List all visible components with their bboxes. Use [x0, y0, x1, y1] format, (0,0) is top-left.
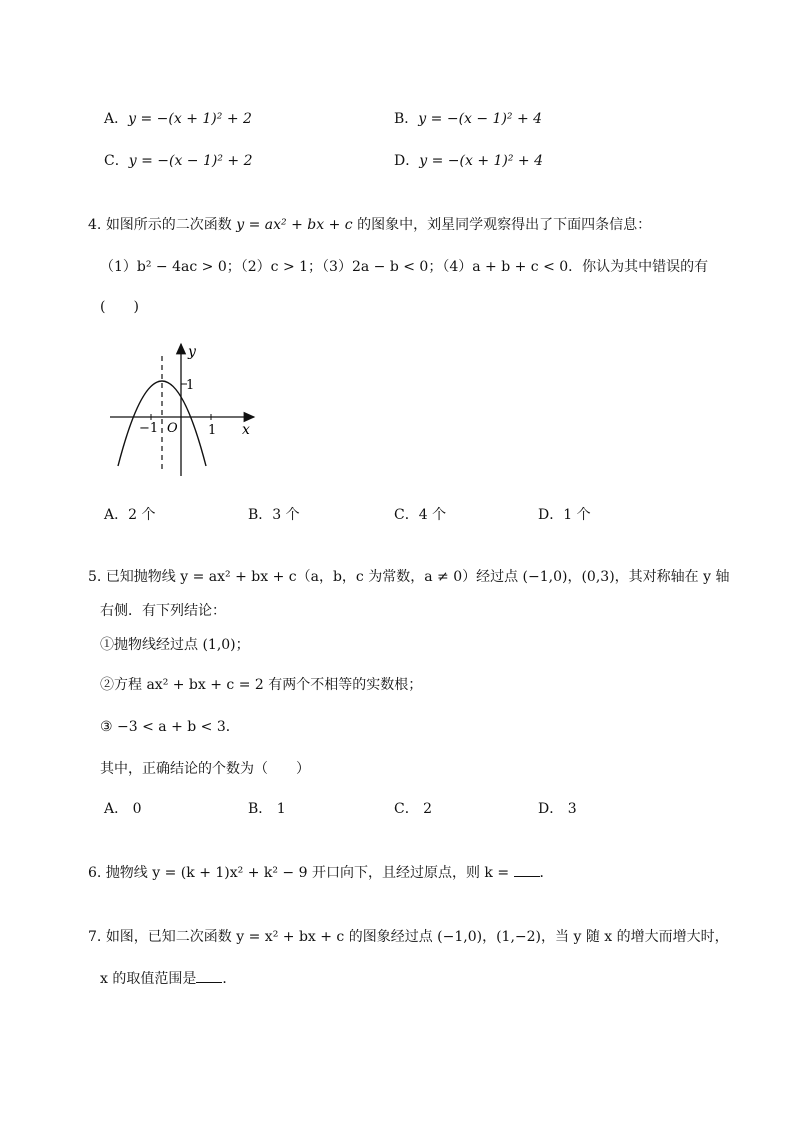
q3-option-d[interactable]: D．y = −(x + 1)² + 4	[394, 153, 544, 169]
q4-option-c[interactable]: C．4 个	[394, 507, 447, 523]
q7-stem-line1: 7. 如图，已知二次函数 y = x² + bx + c 的图象经过点 (−1,0)，(1,−2)，当 y 随 x 的增大而增大时，	[88, 929, 729, 945]
q7-number: 7.	[88, 929, 102, 945]
q5-option-a[interactable]: A． 0	[104, 801, 142, 817]
q4-conditions: （1）b² − 4ac > 0；（2）c > 1；（3）2a − b < 0；（4）a + b + c < 0．你认为其中错误的有	[100, 259, 709, 275]
q5-stem-line1: 5. 已知抛物线 y = ax² + bx + c（a，b，c 为常数，a ≠ 0）经过点 (−1,0)，(0,3)，其对称轴在 y 轴	[88, 569, 730, 585]
q7-stem-line2: x 的取值范围是 ．	[100, 971, 237, 987]
q6-number: 6.	[88, 865, 102, 881]
q4-parabola-graph	[104, 336, 264, 484]
q5-option-d[interactable]: D． 3	[538, 801, 577, 817]
q4-option-b[interactable]: B．3 个	[248, 507, 300, 523]
x-axis-label: x	[242, 422, 250, 438]
origin-label: O	[167, 421, 178, 436]
q5-conclusion-3: ③ −3 < a + b < 3．	[100, 719, 240, 735]
q3-option-b[interactable]: B．y = −(x − 1)² + 4	[394, 111, 543, 127]
q5-conclusion-2: ②方程 ax² + bx + c = 2 有两个不相等的实数根；	[100, 677, 423, 693]
q5-number: 5.	[88, 569, 102, 585]
q3-option-a[interactable]: A．y = −(x + 1)² + 2	[104, 111, 252, 127]
tick-1y-label: 1	[186, 378, 195, 393]
q4-answer-parens: ( )	[100, 299, 139, 315]
q4-option-d[interactable]: D．1 个	[538, 507, 591, 523]
q7-answer-blank[interactable]	[196, 970, 222, 983]
q6-stem: 6. 抛物线 y = (k + 1)x² + k² − 9 开口向下，且经过原点，则 k = ．	[88, 865, 554, 881]
q5-conclusion-1: ①抛物线经过点 (1,0)；	[100, 637, 250, 653]
q5-option-c[interactable]: C． 2	[394, 801, 433, 817]
q4-stem: 4. 如图所示的二次函数 y = ax² + bx + c 的图象中，刘星同学观察得出了下面四条信息：	[88, 217, 652, 233]
q4-option-a[interactable]: A．2 个	[104, 507, 156, 523]
q3-option-c[interactable]: C．y = −(x − 1)² + 2	[104, 153, 253, 169]
q5-stem-line2: 右侧．有下列结论：	[100, 603, 226, 619]
q5-question: 其中，正确结论的个数为（ ）	[100, 761, 310, 777]
q5-option-b[interactable]: B． 1	[248, 801, 286, 817]
y-axis-label: y	[188, 344, 196, 360]
tick-1x-label: 1	[208, 423, 217, 438]
tick-neg1-label: −1	[139, 421, 159, 436]
q6-answer-blank[interactable]	[514, 864, 540, 877]
q4-number: 4.	[88, 217, 102, 233]
